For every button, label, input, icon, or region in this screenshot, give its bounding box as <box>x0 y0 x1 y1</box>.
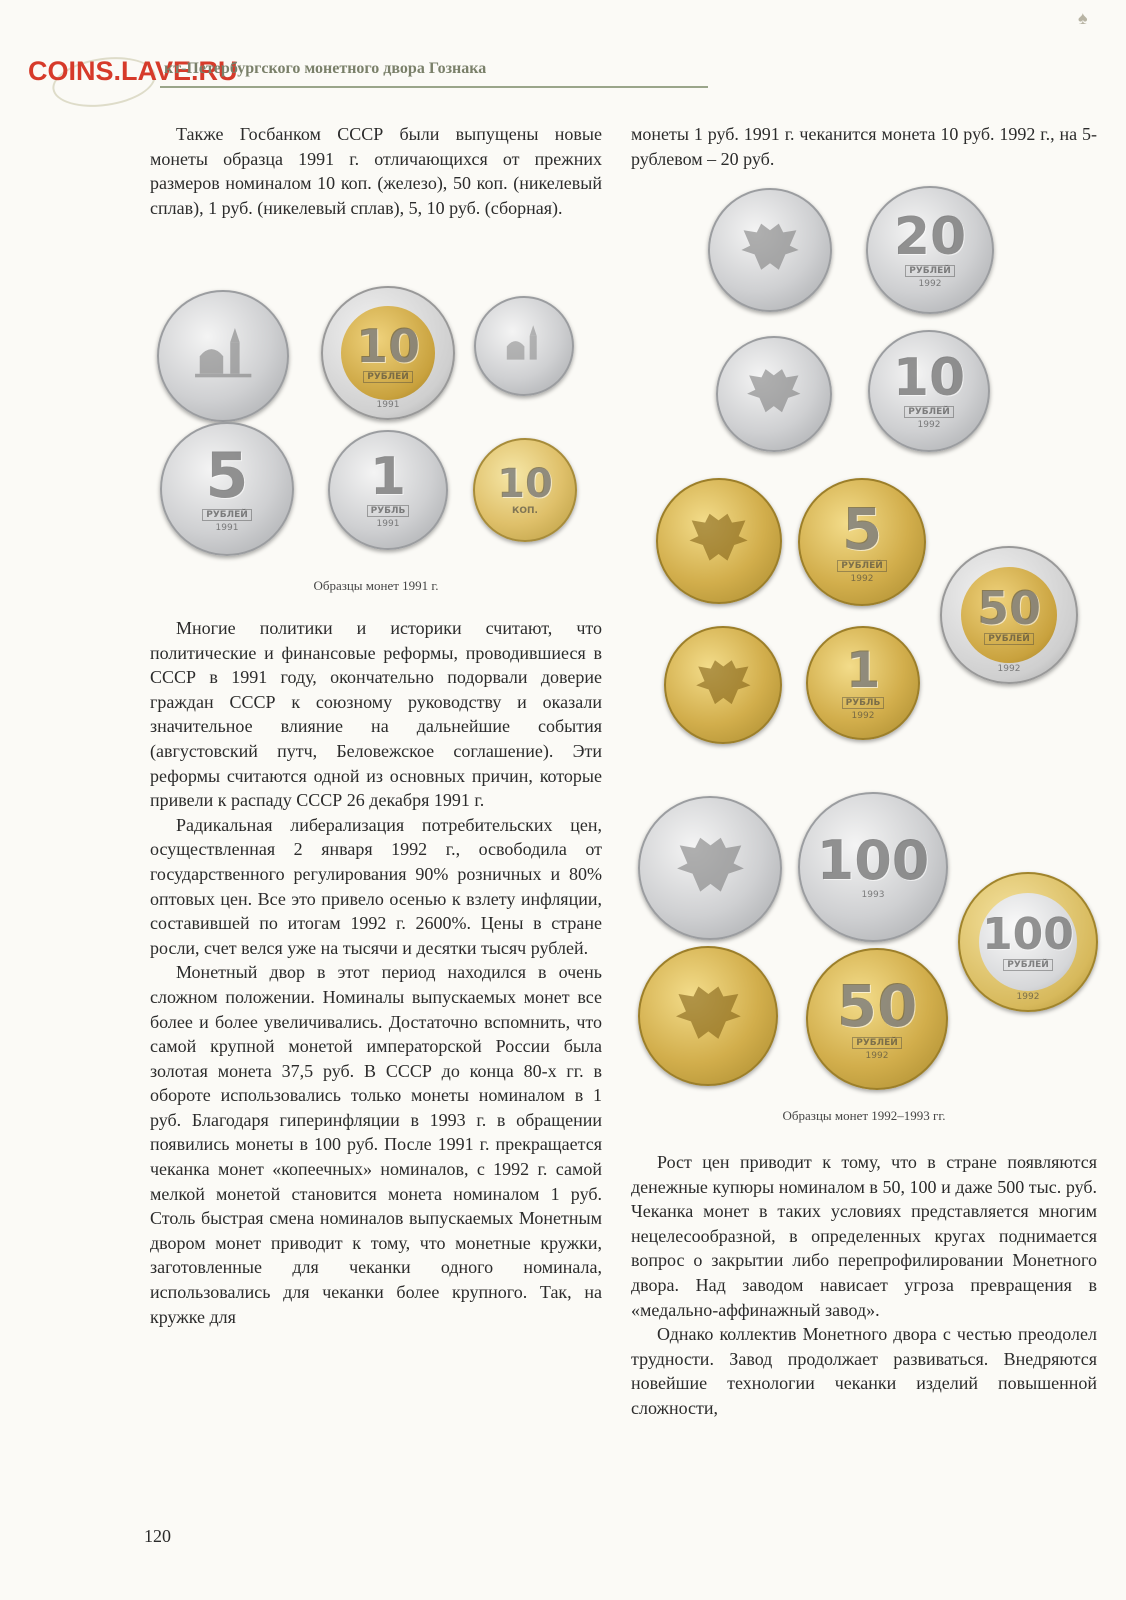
double-eagle-icon <box>672 830 749 907</box>
coin-10-rub-1991 <box>321 286 455 420</box>
coin-50-rub-1992-gold <box>806 948 948 1090</box>
coin-value: 10 <box>892 348 966 408</box>
coin-1-rub-1992 <box>806 626 920 740</box>
coin-label: РУБЛЕЙ <box>1003 959 1053 971</box>
double-eagle-icon <box>737 217 803 283</box>
coin-10-rub-1992 <box>868 330 990 452</box>
coin-eagle-bank-russia <box>716 336 832 452</box>
double-eagle-icon <box>685 507 752 574</box>
coin-eagle-bank-russia-gold <box>638 946 778 1086</box>
page-number: 120 <box>144 1526 171 1546</box>
coin-year: 1992 <box>1016 992 1040 1002</box>
coin-label: РУБЛЕЙ <box>984 633 1034 645</box>
coin-eagle-bank-russia-gold <box>656 478 782 604</box>
coin-100-rub-1993 <box>798 792 948 942</box>
coin-100-rub-1992-bimetal <box>958 872 1098 1012</box>
coin-year: 1992 <box>997 664 1021 674</box>
coin-year: 1992 <box>851 711 875 721</box>
page-header <box>28 56 678 88</box>
coin-50-rub-1992 <box>940 546 1078 684</box>
coin-value: 100 <box>816 829 930 892</box>
coin-5-rub-1992 <box>798 478 926 606</box>
coin-label: РУБЛЬ <box>367 505 410 517</box>
coin-value: 5 <box>205 439 249 512</box>
paragraph: Монетный двор в этот период находился в очень сложном положении. Номиналы выпускаемых монет все более и более увеличивались. Достаточно вспомнить, что самой крупной монетой императорской России была золотая монета 37,5 руб. В СССР до конца 80-х гг. в обороте использовались только монеты номиналом в 1 руб. Благодаря гиперинфляции в 1993 г. в обращении появились монеты в 100 руб. После 1991 г. прекращается чеканка монет «копеечных» номиналов, с 1992 г. самой мелкой монетой становится монета номиналом 1 руб. Столь быстрая смена номиналов выпускаемых Монетным двором монет приводит к тому, что монетные кружки, заготовленные для чеканки одного номинала, использовались для чеканки более крупного. Так, на кружке для <box>150 962 602 1327</box>
coin-value: 10 <box>355 319 420 373</box>
coin-50-kop-1991 <box>474 296 574 396</box>
coin-year: 1992 <box>850 574 874 584</box>
text-block-right-top <box>631 122 1097 171</box>
kremlin-icon <box>188 321 258 391</box>
double-eagle-icon <box>671 979 746 1054</box>
coin-value: 50 <box>836 972 918 1040</box>
header-rule <box>160 86 708 88</box>
coin-label: РУБЛЕЙ <box>852 1037 902 1049</box>
coin-eagle-100-rub <box>638 796 782 940</box>
coin-value: 100 <box>982 909 1074 960</box>
coin-label: РУБЛЕЙ <box>905 265 955 277</box>
coin-year: 1991 <box>376 400 400 410</box>
double-eagle-icon <box>743 363 805 425</box>
coin-year: 1992 <box>918 279 942 289</box>
coin-value: 1 <box>845 641 881 699</box>
coin-year: 1991 <box>376 519 400 529</box>
coin-value: 1 <box>369 447 407 507</box>
figure-caption-1992-1993: Образцы монет 1992–1993 гг. <box>782 1108 946 1123</box>
figure-caption-1991: Образцы монет 1991 г. <box>313 578 439 593</box>
coin-value: 50 <box>976 581 1041 635</box>
watermark-site: COINS.LAVE.RU <box>28 56 238 86</box>
coin-eagle-bank-russia-gold <box>664 626 782 744</box>
coin-10-kop-1991 <box>473 438 577 542</box>
paragraph: Радикальная либерализация потребительских цен, осуществленная 2 января 1992 г., освободила от государственного регулирования 90% розничных и 80% оптовых цен. Все это привело осенью к взлету инфляции, составившей по итогам 1992 г. 2600%. Цены в стране росли, счет велся уже на тысячи и десятки тысяч рублей. <box>150 814 602 958</box>
coin-label: РУБЛЕЙ <box>904 406 954 418</box>
coin-year: 1991 <box>215 523 239 533</box>
text-block-right-bottom <box>631 1150 1097 1421</box>
coin-label: КОП. <box>512 506 538 516</box>
coin-year: 1992 <box>917 420 941 430</box>
paragraph: Также Госбанком СССР были выпущены новые монеты образца 1991 г. отличающихся от прежних размеров номиналом 10 коп. (железо), 50 коп. (никелевый сплав), 1 руб. (никелевый сплав), 5, 10 руб. (сборная). <box>150 124 602 218</box>
text-block-left-bottom <box>150 616 602 1329</box>
text-block-left-top <box>150 122 602 220</box>
paragraph: Однако коллектив Монетного двора с честью преодолел трудности. Завод продолжает развиваться. Внедряются новейшие технологии чеканки изделий повышенной сложности, <box>631 1324 1097 1418</box>
coin-label: РУБЛЕЙ <box>837 560 887 572</box>
coin-1991-obverse <box>157 290 289 422</box>
coin-value: 5 <box>841 495 883 563</box>
coin-year: 1993 <box>861 890 885 900</box>
coin-5-rub-1991 <box>160 422 294 556</box>
coin-label: РУБЛЕЙ <box>202 509 252 521</box>
running-title: кт-Петербургского монетного двора Гознака <box>164 60 487 77</box>
coin-value: 10 <box>497 461 553 507</box>
double-eagle-icon <box>692 654 755 717</box>
paragraph: монеты 1 руб. 1991 г. чеканится монета 10 руб. 1992 г., на 5-рублевом – 20 руб. <box>631 124 1097 169</box>
coin-year: 1992 <box>865 1051 889 1061</box>
paragraph: Многие политики и историки считают, что политические и финансовые реформы, проводившиеся в СССР в 1991 году, окончательно подорвали доверие граждан СССР к союзному руководству и оказали значительное влияние на дальнейшие события (августовский путч, Беловежское соглашение). Эти реформы считаются одной из основных причин, которые привели к распаду СССР 26 декабря 1991 г. <box>150 618 602 811</box>
paragraph: Рост цен приводит к тому, что в стране появляются денежные купюры номиналом в 50, 100 и даже 500 тыс. руб. Чеканка монет в таких условиях представляется многим нецелесообразной, в определенных кругах поднимается вопрос о закрытии либо перепрофилировании Монетного двора. Над заводом нависает угроза превращения в «медально-аффинажный завод». <box>631 1152 1097 1320</box>
coin-20-rub-1992 <box>866 186 994 314</box>
coin-label: РУБЛЕЙ <box>363 371 413 383</box>
kremlin-icon <box>498 320 551 373</box>
coin-1-rub-1991 <box>328 430 448 550</box>
coin-value: 20 <box>893 207 967 267</box>
coin-label: РУБЛЬ <box>842 697 885 709</box>
coin-eagle-bank-russia <box>708 188 832 312</box>
corner-mark-icon: ♠ <box>1078 8 1088 28</box>
